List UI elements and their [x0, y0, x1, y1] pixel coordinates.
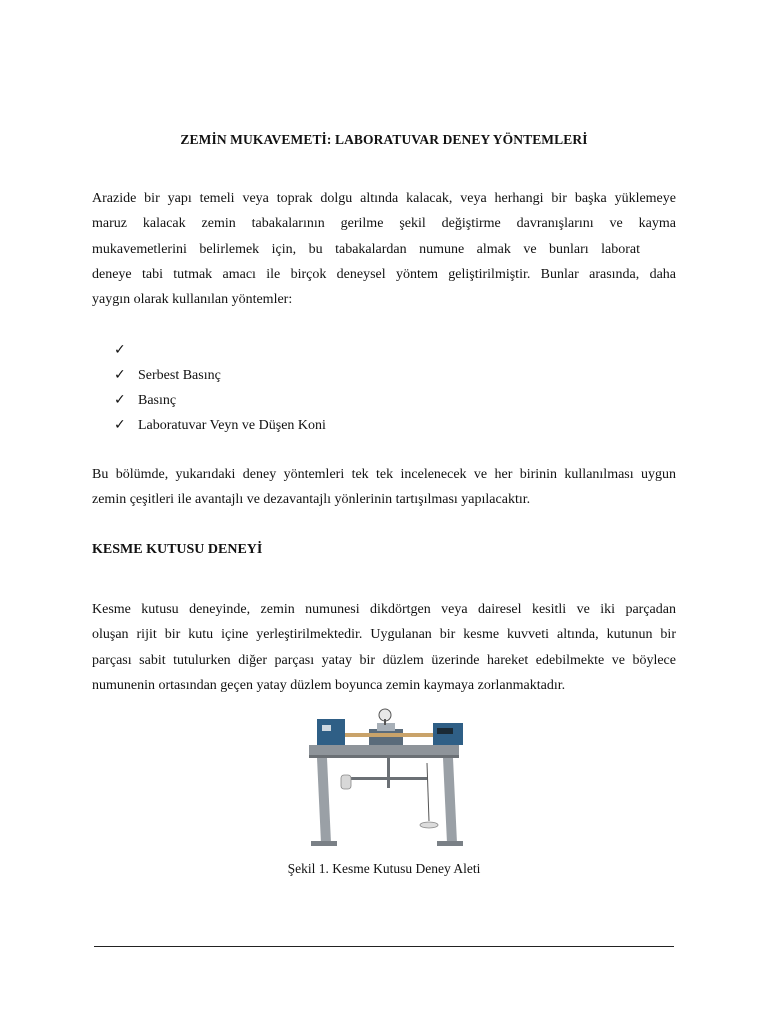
text-line: yaygın olarak kullanılan yöntemler: — [92, 292, 293, 308]
list-item — [114, 388, 326, 413]
intro-paragraph — [92, 186, 676, 312]
list-item-label: Basınç — [138, 393, 177, 408]
body-paragraph — [92, 597, 676, 698]
text-line: Kesme kutusu deneyinde, zemin numunesi dikdörtgen veya dairesel kesitli ve iki parçadan — [92, 602, 676, 617]
section-heading: KESME KUTUSU DENEYİ — [92, 542, 263, 557]
text-line: deneye tabi tutmak amacı ile birçok deneysel yöntem geliştirilmiştir. Bunlar arasında, daha — [92, 266, 676, 282]
list-item — [114, 363, 326, 388]
check-icon: ✓ — [114, 417, 126, 433]
text-line: maruz kalacak zemin tabakalarının gerilme şekil değiştirme davranışlarını ve kayma — [92, 216, 676, 232]
check-icon: ✓ — [114, 367, 126, 383]
text-line: numunenin ortasından geçen yatay düzlem boyunca zemin kaymaya zorlanmaktadır. — [92, 677, 566, 693]
figure-caption: Şekil 1. Kesme Kutusu Deney Aleti — [287, 861, 481, 876]
text-line: Bu bölümde, yukarıdaki deney yöntemleri tek tek incelenecek ve her birinin kullanılması uygun — [92, 467, 676, 482]
method-list — [114, 338, 326, 438]
list-item-label: Laboratuvar Veyn ve Düşen Koni — [138, 418, 326, 433]
check-icon: ✓ — [114, 342, 126, 358]
text-line: mukavemetlerini belirlemek için, bu tabakalardan numune almak ve bunları laborat — [92, 241, 640, 257]
shear-box-apparatus-image — [287, 703, 481, 861]
list-item-label: Serbest Basınç — [138, 368, 221, 383]
text-line: Arazide bir yapı temeli veya toprak dolgu altında kalacak, veya herhangi bir başka yüklemeye — [92, 191, 676, 206]
text-line: zemin çeşitleri ile avantajlı ve dezavantajlı yönlerinin tartışılması yapılacaktır. — [92, 492, 531, 508]
page-title: ZEMİN MUKAVEMETİ: LABORATUVAR DENEY YÖNTEMLERİ — [180, 132, 588, 147]
list-item — [114, 338, 326, 363]
text-line: oluşan rijit bir kutu içine yerleştirilmektedir. Uygulanan bir kesme kuvveti altında, kutunun bir — [92, 627, 676, 643]
list-item — [114, 413, 326, 438]
text-line: parçası sabit tutulurken diğer parçası yatay bir düzlem üzerinde hareket edebilmekte ve böylece — [92, 652, 676, 668]
section-intro-paragraph — [92, 462, 676, 513]
check-icon: ✓ — [114, 392, 126, 408]
footer-divider — [94, 946, 674, 947]
